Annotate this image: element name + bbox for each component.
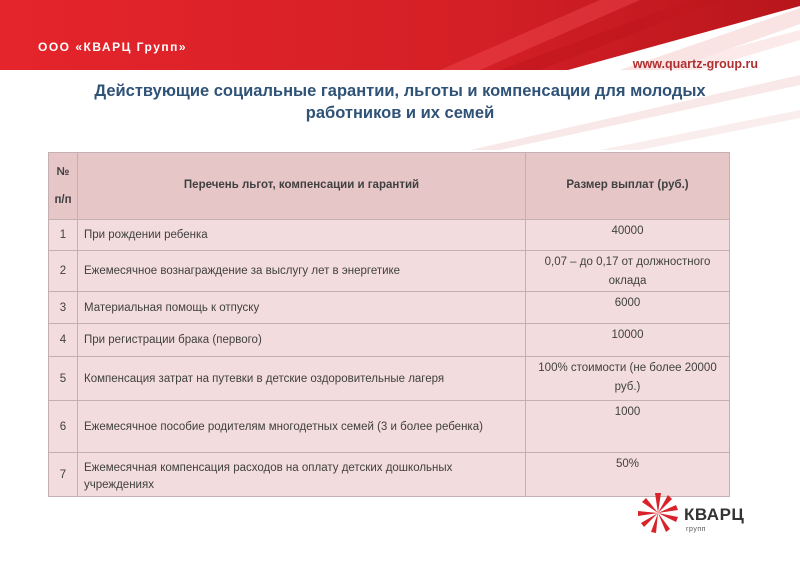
row-benefit-name: Ежемесячная компенсация расходов на оплату детских дошкольных учреждениях bbox=[78, 453, 526, 497]
row-benefit-name: Ежемесячное пособие родителям многодетных семей (3 и более ребенка) bbox=[78, 401, 526, 453]
row-payment: 1000 bbox=[526, 401, 730, 453]
header-number bbox=[49, 153, 78, 220]
header-payment-amount: Размер выплат (руб.) bbox=[526, 153, 730, 220]
page-title bbox=[40, 80, 760, 124]
row-number: 5 bbox=[49, 357, 78, 401]
table-row bbox=[49, 453, 730, 497]
row-payment: 6000 bbox=[526, 292, 730, 324]
website-link[interactable]: www.quartz-group.ru bbox=[632, 57, 758, 71]
row-number: 6 bbox=[49, 401, 78, 453]
page-title-line-1: Действующие социальные гарантии, льготы и компенсации для молодых bbox=[94, 82, 706, 100]
company-name: ООО «КВАРЦ Групп» bbox=[38, 40, 188, 54]
table-row bbox=[49, 220, 730, 251]
row-number: 4 bbox=[49, 324, 78, 357]
header-benefit-list: Перечень льгот, компенсации и гарантий bbox=[78, 153, 526, 220]
header-number-symbol: № bbox=[56, 166, 70, 178]
table-header-row bbox=[49, 153, 730, 220]
page-title-line-2: работников и их семей bbox=[305, 104, 495, 122]
row-benefit-name: Материальная помощь к отпуску bbox=[78, 292, 526, 324]
header-number-label: п/п bbox=[54, 194, 72, 206]
table-row bbox=[49, 357, 730, 401]
row-benefit-name: Ежемесячное вознаграждение за выслугу лет в энергетике bbox=[78, 251, 526, 292]
row-benefit-name: При регистрации брака (первого) bbox=[78, 324, 526, 357]
logo-subtext: групп bbox=[686, 526, 706, 533]
row-number: 1 bbox=[49, 220, 78, 251]
row-benefit-name: Компенсация затрат на путевки в детские оздоровительные лагеря bbox=[78, 357, 526, 401]
row-payment: 40000 bbox=[526, 220, 730, 251]
row-benefit-name: При рождении ребенка bbox=[78, 220, 526, 251]
table-row bbox=[49, 401, 730, 453]
table-row bbox=[49, 324, 730, 357]
row-payment: 100% стоимости (не более 20000 руб.) bbox=[526, 357, 730, 401]
row-payment: 10000 bbox=[526, 324, 730, 357]
table-row bbox=[49, 251, 730, 292]
logo-text: КВАРЦ bbox=[684, 505, 745, 524]
table-row bbox=[49, 292, 730, 324]
row-payment: 50% bbox=[526, 453, 730, 497]
row-payment: 0,07 – до 0,17 от должностного оклада bbox=[526, 251, 730, 292]
benefits-table bbox=[48, 152, 730, 497]
row-number: 7 bbox=[49, 453, 78, 497]
row-number: 2 bbox=[49, 251, 78, 292]
row-number: 3 bbox=[49, 292, 78, 324]
